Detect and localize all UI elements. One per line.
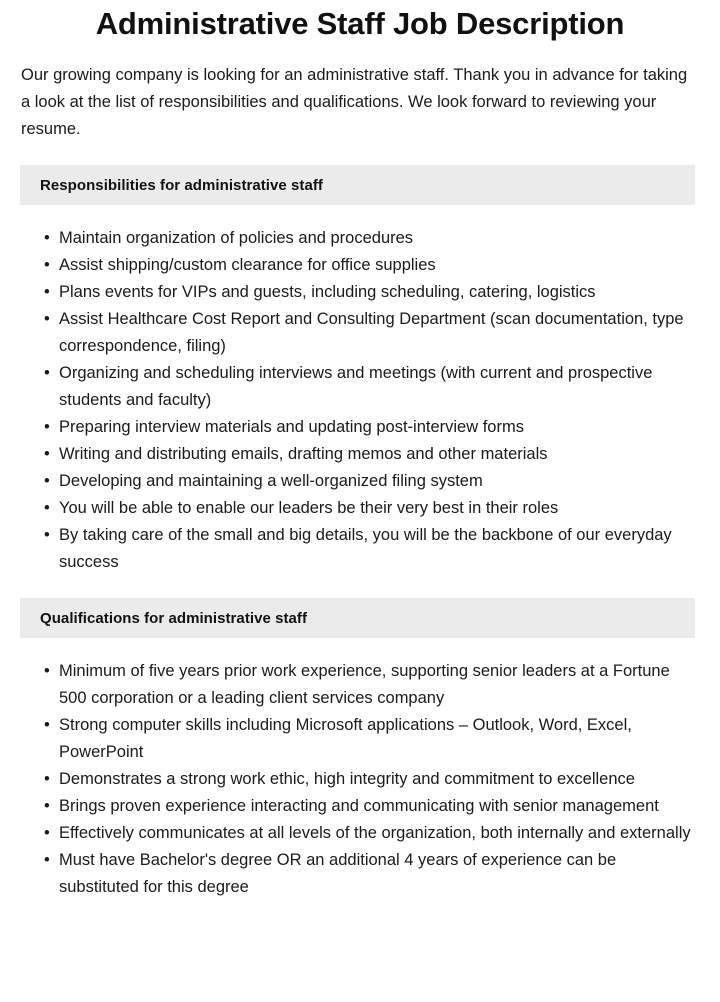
list-item (44, 441, 695, 468)
list-item (44, 225, 695, 252)
list-item-label: Developing and maintaining a well-organized filing system (59, 472, 483, 490)
list-item-label: Minimum of five years prior work experience, supporting senior leaders at a Fortune 500 corporation or a leading client services company (59, 662, 670, 707)
list-item (44, 658, 695, 712)
bullet-icon: • (44, 824, 50, 842)
list-item-label: Preparing interview materials and updating post-interview forms (59, 418, 524, 436)
bullet-icon: • (44, 283, 50, 301)
list-item-label: Assist shipping/custom clearance for office supplies (59, 256, 436, 274)
list-item-label: Organizing and scheduling interviews and meetings (with current and prospective students and faculty) (59, 364, 653, 409)
list-item (44, 712, 695, 766)
list-item-label: Must have Bachelor's degree OR an additional 4 years of experience can be substituted for this degree (59, 851, 617, 896)
bullet-icon: • (44, 770, 50, 788)
bullet-icon: • (44, 310, 50, 328)
bullet-icon: • (44, 499, 50, 517)
list-item (44, 279, 695, 306)
bullet-icon: • (44, 256, 50, 274)
list-item (44, 252, 695, 279)
bullet-icon: • (44, 418, 50, 436)
section-header-band-qualifications (20, 598, 695, 638)
list-item (44, 468, 695, 495)
section-heading-qualifications: Qualifications for administrative staff (40, 609, 308, 627)
list-item (44, 522, 695, 576)
list-item (44, 414, 695, 441)
list-item-label: Effectively communicates at all levels of the organization, both internally and externally (59, 824, 691, 842)
list-item-label: Demonstrates a strong work ethic, high integrity and commitment to excellence (59, 770, 635, 788)
list-item (44, 360, 695, 414)
intro-paragraph: Our growing company is looking for an administrative staff. Thank you in advance for taking a look at the list of responsibilities and qualifications. We look forward to reviewing your resume. (21, 66, 688, 138)
bullet-icon: • (44, 229, 50, 247)
list-item (44, 495, 695, 522)
responsibilities-list (0, 205, 720, 576)
list-item (44, 766, 695, 793)
list-item-label: Plans events for VIPs and guests, including scheduling, catering, logistics (59, 283, 596, 301)
bullet-icon: • (44, 364, 50, 382)
list-item-label: Writing and distributing emails, drafting memos and other materials (59, 445, 548, 463)
bullet-icon: • (44, 662, 50, 680)
bullet-icon: • (44, 526, 50, 544)
bullet-icon: • (44, 797, 50, 815)
section-responsibilities (0, 165, 720, 576)
list-item (44, 793, 695, 820)
list-item (44, 820, 695, 847)
list-item (44, 306, 695, 360)
bullet-icon: • (44, 851, 50, 869)
bullet-icon: • (44, 472, 50, 490)
list-item-label: Maintain organization of policies and procedures (59, 229, 414, 247)
qualifications-list (0, 638, 720, 901)
section-qualifications (0, 598, 720, 901)
list-item-label: Brings proven experience interacting and communicating with senior management (59, 797, 659, 815)
list-item-label: Assist Healthcare Cost Report and Consulting Department (scan documentation, type correspondence, filing) (59, 310, 684, 355)
list-item-label: By taking care of the small and big details, you will be the backbone of our everyday success (59, 526, 672, 571)
section-heading-responsibilities: Responsibilities for administrative staff (40, 176, 323, 194)
list-item-label: Strong computer skills including Microsoft applications – Outlook, Word, Excel, PowerPoint (59, 716, 632, 761)
list-item-label: You will be able to enable our leaders be their very best in their roles (59, 499, 559, 517)
page-title: Administrative Staff Job Description (95, 6, 625, 41)
bullet-icon: • (44, 716, 50, 734)
bullet-icon: • (44, 445, 50, 463)
section-header-band-responsibilities (20, 165, 695, 205)
list-item (44, 847, 695, 901)
